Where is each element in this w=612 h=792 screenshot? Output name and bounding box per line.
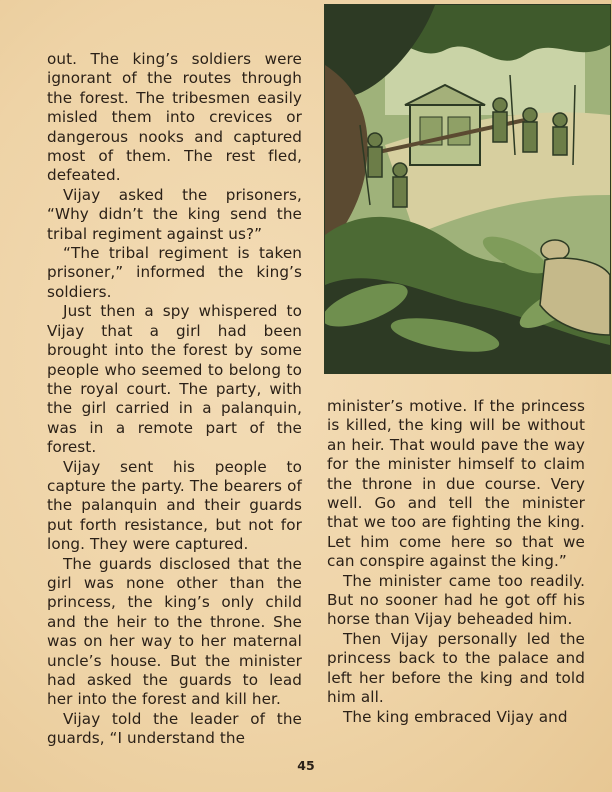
paragraph: out. The king’s soldiers were ignorant of the routes through the forest. The tribesmen easily misled them into crevices or dangerous nooks and captured most of them. The rest fled, defeated. [47,50,302,185]
paragraph: The guards disclosed that the girl was none other than the princess, the king’s only child and the heir to the throne. She was on her way to her maternal uncle’s house. But the minister had asked the guards to lead her into the forest and kill her. [47,554,302,709]
paragraph: “The tribal regiment is taken prisoner,” informed the king’s soldiers. [47,244,302,301]
left-text-column [47,50,302,749]
paragraph: The king embraced Vijay and [343,707,568,726]
page-number: 45 [297,758,315,773]
paragraph: Vijay asked the prisoners, “Why didn’t the king send the tribal regiment against us?” [47,185,302,243]
right-text-column [327,397,585,727]
paragraph: Vijay sent his people to capture the party. The bearers of the palanquin and their guards put forth resistance, but not for long. They were captured. [47,457,302,554]
paragraph: Then Vijay personally led the princess back to the palace and left her before the king and told him all. [327,629,585,707]
paragraph: The minister came too readily. But no sooner had he got off his horse than Vijay beheaded him. [327,571,585,629]
paragraph: Just then a spy whispered to Vijay that a girl had been brought into the forest by some people who seemed to belong to the royal court. The party, with the girl carried in a palanquin, was in a remote part of the forest. [47,302,302,457]
paragraph: Vijay told the leader of the guards, “I understand the [47,709,302,748]
paragraph: minister’s motive. If the princess is killed, the king will be without an heir. That would pave the way for the minister himself to claim the throne in due course. Very well. Go and tell the minister that we too are fighting the king. Let him come here so that we can conspire against the king.” [327,397,585,571]
forest-palanquin-illustration [324,4,611,374]
